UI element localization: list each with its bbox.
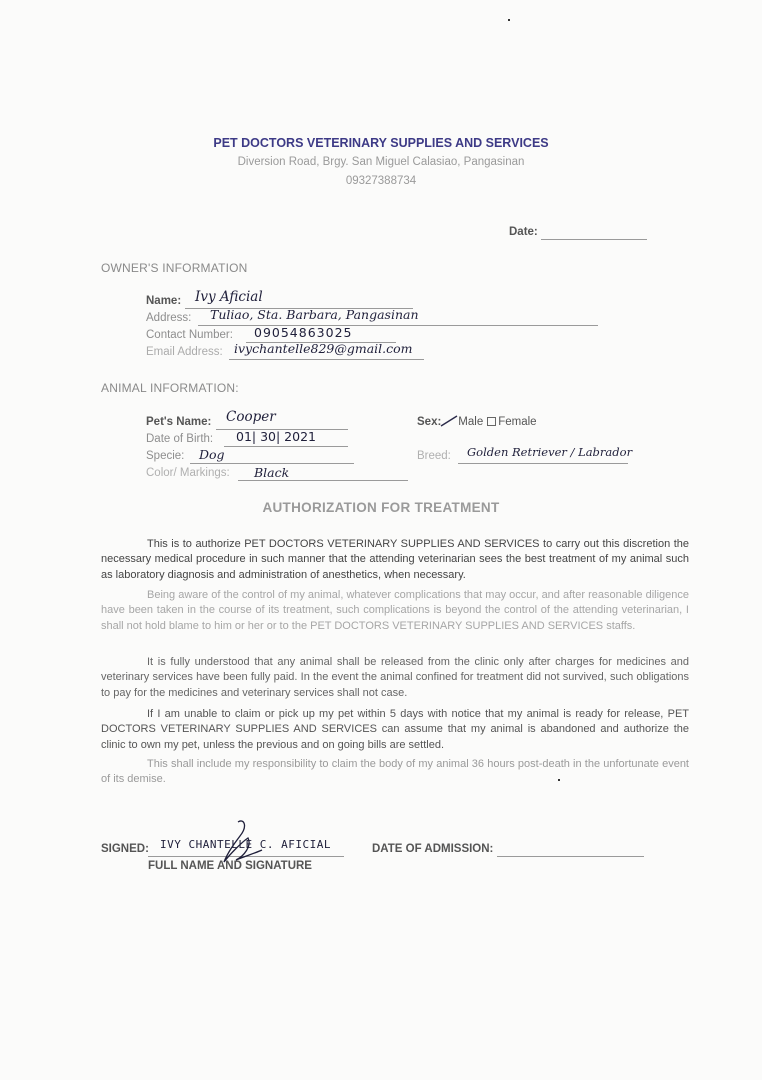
breed-label: Breed: xyxy=(417,450,451,462)
sex-male-check xyxy=(443,417,457,426)
owner-address-label: Address: xyxy=(146,312,192,324)
auth-paragraph-3: It is fully understood that any animal shall be released from the clinic only after charges for medicines and veterinary services have been fully paid. In the event the animal confined for treatment did not survived, such obligations to pay for the medicines and veterinary services shall not case. xyxy=(101,656,689,699)
breed-value: Golden Retriever / Labrador xyxy=(467,445,633,459)
sex-label xyxy=(417,416,537,428)
color-value: Black xyxy=(254,465,290,480)
date-label: Date: xyxy=(509,226,538,238)
owner-email-value: ivychantelle829@gmail.com xyxy=(234,341,413,356)
owner-section-title: OWNER'S INFORMATION xyxy=(101,261,248,275)
owner-address-value: Tuliao, Sta. Barbara, Pangasinan xyxy=(210,307,419,322)
auth-paragraph-1: This is to authorize PET DOCTORS VETERINARY SUPPLIES AND SERVICES to carry out this discretion the necessary medical procedure in such manner that the attending veterinarian sees the best treatment of my animal such as laboratory diagnosis and administration of anesthetics, when necessary. xyxy=(101,538,689,581)
specie-label: Specie: xyxy=(146,450,185,462)
auth-paragraph-2: Being aware of the control of my animal, whatever complications that may occur, and after reasonable diligence have been taken in the course of its treatment, such complications is beyond the control of the attending veterinarian, I shall not hold blame to him or her or to the PET DOCTORS VETERINARY SUPPLIES AND SERVICES staffs. xyxy=(101,589,689,632)
sex-male-option: Male xyxy=(458,416,484,428)
dob-value: 01| 30| 2021 xyxy=(236,429,316,444)
color-label: Color/ Markings: xyxy=(146,467,230,479)
owner-name-label: Name: xyxy=(146,295,182,307)
animal-section-title: ANIMAL INFORMATION: xyxy=(101,381,239,395)
breed-line xyxy=(458,463,628,464)
pet-name-label: Pet's Name: xyxy=(146,416,212,428)
clinic-address: Diversion Road, Brgy. San Miguel Calasiao, Pangasinan xyxy=(237,156,525,168)
specie-value: Dog xyxy=(199,447,225,462)
dob-line xyxy=(224,446,348,447)
owner-contact-value: 09054863025 xyxy=(254,325,353,340)
authorization-title: AUTHORIZATION FOR TREATMENT xyxy=(262,500,500,515)
signed-label: SIGNED: xyxy=(101,843,149,855)
signed-value: IVY CHANTELLE C. AFICIAL xyxy=(160,838,331,851)
color-line xyxy=(238,480,408,481)
speck xyxy=(508,19,510,21)
owner-name-value: Ivy Aficial xyxy=(195,289,263,305)
signature-caption: FULL NAME AND SIGNATURE xyxy=(148,860,312,872)
admission-label: DATE OF ADMISSION: xyxy=(372,843,494,855)
date-line xyxy=(541,239,647,240)
clinic-phone: 09327388734 xyxy=(345,175,417,187)
auth-paragraph-4: If I am unable to claim or pick up my pet within 5 days with notice that my animal is ready for release, PET DOCTORS VETERINARY SUPPLIES AND SERVICES can assume that my animal is abandoned and authorize the clinic to own my pet, unless the previous and on going bills are settled. xyxy=(101,708,689,751)
check-mark-icon xyxy=(440,415,458,427)
female-checkbox xyxy=(487,417,496,426)
sex-female-option: Female xyxy=(498,416,537,428)
owner-contact-label: Contact Number: xyxy=(146,329,233,341)
specie-line xyxy=(190,463,354,464)
owner-email-label: Email Address: xyxy=(146,346,223,358)
dob-label: Date of Birth: xyxy=(146,433,214,445)
auth-paragraph-5: This shall include my responsibility to claim the body of my animal 36 hours post-death in the unfortunate event of its demise. xyxy=(101,758,689,786)
clinic-name: PET DOCTORS VETERINARY SUPPLIES AND SERVICES xyxy=(213,136,549,150)
sex-label-text: Sex: xyxy=(417,416,442,428)
pet-name-value: Cooper xyxy=(226,409,276,425)
admission-line xyxy=(497,856,644,857)
email-line xyxy=(229,359,424,360)
